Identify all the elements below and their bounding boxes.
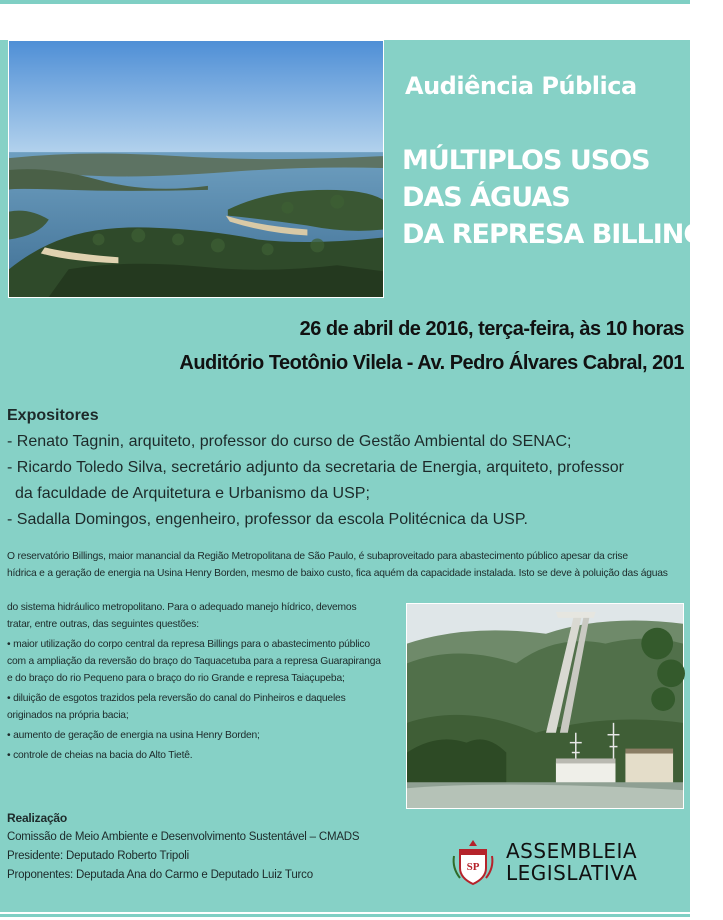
paragraph-line: do sistema hidráulico metropolitano. Para o adequado manejo hídrico, devemos bbox=[7, 602, 357, 613]
sp-seal-icon bbox=[450, 838, 496, 886]
title-line: DA REPRESA BILLINGS bbox=[402, 219, 723, 250]
bullet-line: • aumento de geração de energia na usina Henry Borden; bbox=[7, 730, 260, 741]
logo-line: ASSEMBLEIA bbox=[506, 839, 638, 863]
henry-borden-plant-photo bbox=[406, 603, 684, 809]
paragraph-line: tratar, entre outras, das seguintes questões: bbox=[7, 619, 199, 630]
speaker-item-continuation: da faculdade de Arquitetura e Urbanismo da USP; bbox=[15, 485, 370, 502]
top-margin bbox=[0, 0, 690, 40]
credits-section bbox=[7, 809, 427, 885]
issue-bullet bbox=[7, 636, 399, 687]
paragraph-line: hídrica e a geração de energia na Usina Henry Borden, mesmo de baixo custo, fica aquém da capacidade instalada. Isto se deve à poluição das águas bbox=[7, 568, 668, 579]
bullet-line: • maior utilização do corpo central da represa Billings para o abastecimento público bbox=[7, 639, 370, 650]
bullet-line: • controle de cheias na bacia do Alto Tietê. bbox=[7, 750, 193, 761]
bullet-line: originados na própria bacia; bbox=[7, 710, 129, 721]
credits-line: Proponentes: Deputada Ana do Carmo e Deputado Luiz Turco bbox=[7, 869, 313, 881]
paragraph-line: O reservatório Billings, maior manancial da Região Metropolitana de São Paulo, é subaproveitado para abastecimento público apesar da crise bbox=[7, 551, 628, 562]
speakers-section bbox=[7, 403, 683, 533]
issue-bullet bbox=[7, 747, 399, 764]
bullet-line: e do braço do rio Pequeno para o braço do rio Grande e represa Taiaçupeba; bbox=[7, 673, 345, 684]
issue-bullet bbox=[7, 727, 399, 744]
logo-line: LEGISLATIVA bbox=[506, 861, 638, 885]
bottom-rule bbox=[0, 914, 690, 917]
event-venue: Auditório Teotônio Vilela - Av. Pedro Álvares Cabral, 201 bbox=[179, 352, 684, 374]
issues-column bbox=[7, 599, 399, 767]
top-rule bbox=[0, 0, 690, 4]
seal-letters: SP bbox=[466, 861, 480, 873]
speaker-item: - Sadalla Domingos, engenheiro, professor da escola Politécnica da USP. bbox=[7, 511, 528, 528]
speaker-item: - Ricardo Toledo Silva, secretário adjunto da secretaria de Energia, arquiteto, professor bbox=[7, 459, 624, 476]
speaker-item: - Renato Tagnin, arquiteto, professor do curso de Gestão Ambiental do SENAC; bbox=[7, 433, 572, 450]
bullet-line: com a ampliação da reversão do braço do Taquacetuba para a represa Guarapiranga bbox=[7, 656, 381, 667]
event-type-label: Audiência Pública bbox=[405, 72, 637, 100]
event-date: 26 de abril de 2016, terça-feira, às 10 horas bbox=[299, 318, 684, 340]
intro-paragraph bbox=[7, 548, 685, 582]
issue-bullet bbox=[7, 690, 399, 724]
title-line: MÚLTIPLOS USOS bbox=[402, 145, 650, 176]
bullet-line: • diluição de esgotos trazidos pela reversão do canal do Pinheiros e daqueles bbox=[7, 693, 346, 704]
assembleia-logo bbox=[450, 838, 680, 888]
event-title bbox=[402, 142, 723, 253]
speakers-heading: Expositores bbox=[7, 407, 99, 424]
credits-line: Presidente: Deputado Roberto Tripoli bbox=[7, 850, 190, 862]
credits-heading: Realização bbox=[7, 811, 68, 825]
billings-reservoir-photo bbox=[8, 40, 384, 298]
logo-wordmark bbox=[506, 840, 637, 884]
title-line: DAS ÁGUAS bbox=[402, 182, 570, 213]
credits-line: Comissão de Meio Ambiente e Desenvolvimento Sustentável – CMADS bbox=[7, 831, 360, 843]
